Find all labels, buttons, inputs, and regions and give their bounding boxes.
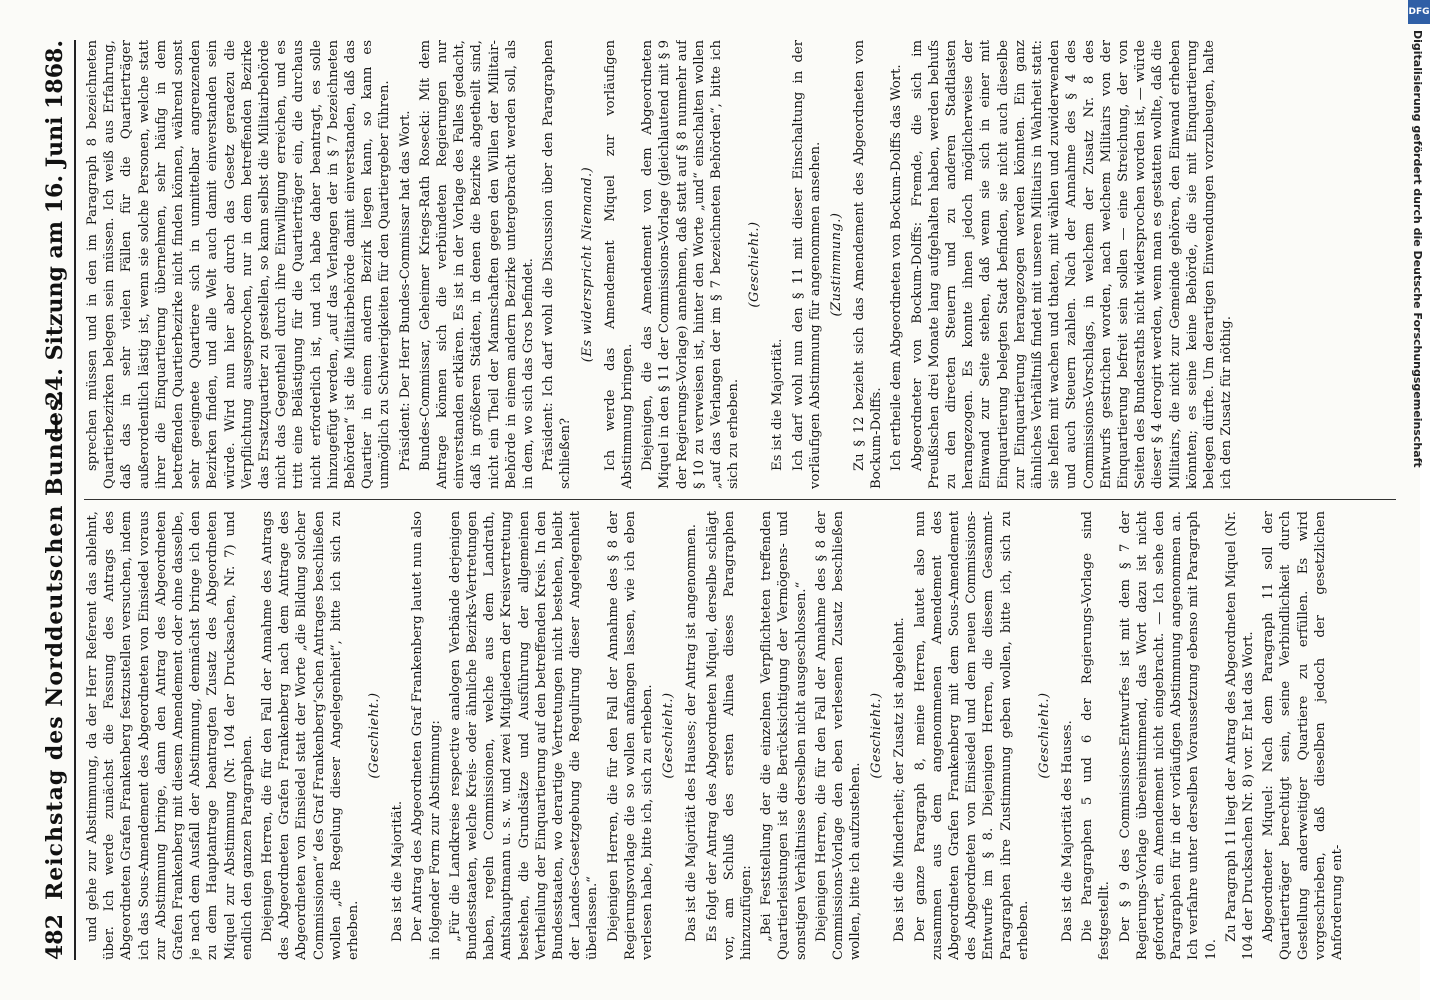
left-column xyxy=(84,511,1396,960)
paragraph: Diejenigen Herren, die für den Fall der Annahme des Antrags des Abgeordneten Grafen Frankenberg nach dem Antrage des Abgeordneten von Einsiedel statt der Worte „die Bildung solcher Commissionen“ des Graf Frankenberg’schen Antrages beschließen wollen „die Regelung dieser Angelegenheit“, bitte ich sich zu erheben. xyxy=(260,511,362,960)
page-number: 482 xyxy=(42,914,68,960)
paragraph: Diejenigen Herren, die für den Fall der Annahme des § 8 der Commissions-Vorlage den eben verlesenen Zusatz beschließen wollen, bitte ich aufzustehen. xyxy=(813,511,864,960)
paragraph: Das ist die Majorität. xyxy=(390,800,406,942)
paragraph: sprechen müssen und in den im Paragraph 8 bezeichneten Quartierbezirken belegen sein müssen. Ich weiß aus Erfahrung, daß das in sehr vielen Fällen für die Quartierträger außerordentlich lästig ist, wenn sie solche Personen, welche statt ihrer die Einquartierung übernehmen, sehr häufig in dem betreffenden Quartierbezirke nicht finden können, während sonst sehr geeignete Quartiere sich in unmittelbar angrenzenden Bezirken finden, und alle Welt auch damit einverstanden sein würde. Wird nun hier aber durch das Gesetz geradezu die Verpflichtung ausgesprochen, nur in dem betreffenden Bezirke das Ersatzquartier zu gestellen, so kann selbst die Militairbehörde nicht das Gegentheil durch ihre Einwilligung erreichen, und es tritt eine Belästigung für die Quartierträger ein, die durchaus nicht erforderlich ist, und ich habe daher beantragt, es solle hinzugefügt werden, „auf das Verlangen der in § 7 bezeichneten Behörden“ ist die Militairbehörde damit einverstanden, daß das Quartier in einem andern Bezirk liegen kann, so kann es unmöglich zu Schwierigkeiten für den Quartiergeber führen. xyxy=(85,40,393,489)
paragraph: Diejenigen Herren, die für den Fall der Annahme des § 8 der Regierungsvorlage die so wollen anfangen lassen, wie ich eben verlesen habe, bitte ich, sich zu erheben. xyxy=(605,511,656,960)
paragraph: Das ist die Majorität des Hauses. xyxy=(1059,720,1075,942)
paragraph: Es ist die Majorität. xyxy=(770,338,786,471)
running-title: Reichstag des Norddeutschen Bundes. xyxy=(42,388,68,900)
stage-direction: (Geschieht.) xyxy=(1036,692,1052,779)
paragraph: Abgeordneter Miquel: Nach dem Paragraph 11 soll der Quartierträger berechtigt sein, seine Verbindlichkeit durch Gestellung anderweitiger Quartiere zu erfüllen. Es wird vorgeschrieben, daß dieselben jedoch der gesetzlichen Anforderung ent- xyxy=(1261,511,1345,960)
stage-direction: (Es widerspricht Niemand.) xyxy=(579,166,595,363)
paragraph: Das ist die Majorität des Hauses; der Antrag ist angenommen. xyxy=(684,523,700,942)
paragraph: Es folgt der Antrag des Abgeordneten Miquel, derselbe schlägt vor, am Schluß des ersten Alinea dieses Paragraphen hinzuzufügen: xyxy=(704,511,754,960)
right-column xyxy=(84,40,1396,489)
dfg-logo: DFG xyxy=(1408,0,1430,24)
paragraph: Der § 9 des Commissions-Entwurfes ist mit dem § 7 der Regierungs-Vorlage übereinstimmend, das Wort dazu ist nicht gefordert, ein Amendement nicht eingebracht. — Ich sehe den Paragraphen für in der vorläufigen Abstimmung angenommen an. Ich verfahre unter derselben Voraussetzung ebenso mit Paragraph 10. xyxy=(1117,511,1219,960)
paragraph: Der ganze Paragraph 8, meine Herren, lautet also nun zusammen aus dem angenommenen Amendement des Abgeordneten Grafen Frankenberg mit dem Sous-Amendement des Abgeordneten von Einsiedel und dem neuen Commissions-Entwurfe im § 8. Diejenigen Herren, die diesem Gesammt-Paragraphen ihre Zustimmung geben wollen, bitte ich, sich zu erheben. xyxy=(912,511,1031,960)
stage-direction: (Geschieht.) xyxy=(661,692,677,779)
paragraph: Bundes-Commissar, Geheimer Kriegs-Rath Rosecki: Mit dem Antrage können sich die verbündeten Regierungen nur einverstanden erklären. Es ist in der Vorlage des Falles gedacht, daß in größeren Städten, in denen die Bezirke abgetheilt sind, nicht ein Theil der Mannschaften gegen den Willen der Militair-Behörde in einem andern Bezirke untergebracht werden soll, als in dem, wo sich das Gros befindet. xyxy=(417,40,537,489)
stage-direction: (Geschieht.) xyxy=(367,692,383,779)
paragraph: Das ist die Minderheit; der Zusatz ist abgelehnt. xyxy=(892,617,908,942)
funding-credit xyxy=(1410,30,1428,790)
paragraph: Ich ertheile dem Abgeordneten von Bockum-Dolffs das Wort. xyxy=(889,64,905,471)
text-columns xyxy=(84,40,1396,960)
paragraph: Präsident: Der Herr Bundes-Commissar hat das Wort. xyxy=(397,110,413,471)
paragraph: Abgeordneter von Bockum-Dolffs: Fremde, die sich im Preußischen drei Monate lang aufgehalten haben, werden behufs zu den directen Steuern und zu anderen Stadtlasten herangezogen. Es konnte ihnen jedoch möglicherweise der Einwand zur Seite stehen, daß wenn sie sich in einer mit Einquartierung belegten Stadt befinden, sie nicht auch dieselbe zur Einquartierung herangezogen werden könnten. Ein ganz ähnliches Verhältniß findet mit unseren Militairs in Wahrheit statt: sie helfen mit wachen und thaten, mit wählen und zuwiderwenden und auch Steuern zahlen. Nach der Annahme des § 4 des Commissions-Vorschlags, in welchem der Zusatz Nr. 8 des Entwurfs gestrichen worden, nach welchem Militairs von der Einquartierung befreit sein sollen — eine Streichung, der von Seiten des Bundesraths nicht widersprochen worden ist, — würde dieser § 4 derogirt werden, wenn man es gestatten wollte, daß die Militairs, die nicht zur Gemeinde gehören, den Einwand erheben könnten; es seine keine Behörde, die sie mit Einquartierung belegen dürfte. Um derartigen Einwendungen vorzubeugen, halte ich den Zusatz für nöthig. xyxy=(909,40,1235,489)
quoted-motion: „Für die Landkreise respective analogen Verbände derjenigen Bundesstaaten, welche Kreis- oder ähnliche Bezirks-Vertretungen haben, regeln Commissionen, welche aus dem Landrath, Amtshauptmann u. s. w. und zwei Mitgliedern der Kreisvertretung bestehen, die Grundsätze und Ausführung der allgemeinen Vertheilung der Einquartierung auf den betreffenden Kreis. In den Bundesstaaten, wo derartige Vertretungen nicht bestehen, bleibt der Landes-Gesetzgebung die Regulirung dieser Angelegenheit überlassen.“ xyxy=(447,511,601,960)
paragraph: Die Paragraphen 5 und 6 der Regierungs-Vorlage sind festgestellt. xyxy=(1080,511,1113,960)
stage-direction: (Zustimmung.) xyxy=(828,212,844,317)
page-header xyxy=(30,40,76,960)
session-date: — 24. Sitzung am 16. Juni 1868. xyxy=(42,40,68,436)
stage-direction: (Geschieht.) xyxy=(869,692,885,779)
paragraph: Ich werde das Amendement Miquel zur vorläufigen Abstimmung bringen. xyxy=(602,40,635,489)
paragraph: Diejenigen, die das Amendement von dem Abgeordneten Miquel in den § 11 der Commissions-Vorlage (gleichlautend mit § 9 der Regierungs-Vorlage) annehmen, daß statt auf § 8 nunmehr auf § 10 zu verweisen ist, hinter den Worte „und“ einschalten wollen „auf das Verlangen der im § 7 bezeichneten Behörden“, bitte ich sich zu erheben. xyxy=(640,40,742,489)
paragraph: Zu § 12 bezieht sich das Amendement des Abgeordneten von Bockum-Dolffs. xyxy=(851,40,885,489)
credit-text: Digitalisierung gefördert durch die Deutsche Forschungsgemeinschaft xyxy=(1411,30,1424,468)
paragraph: und gehe zur Abstimmung, da der Herr Referent das ablehnt, über. Ich werde zunächst die Fassung des Antrags des Abgeordneten Grafen Frankenberg festzustellen versuchen, indem ich das Sous-Amendement des Abgeordneten von Einsiedel voraus zur Abstimmung bringe, dann den Antrag des Abgeordneten Grafen Frankenberg mit diesem Amendement oder ohne dasselbe, je nach dem Ausfall der Abstimmung, demnächst bringe ich den zu dem Hauptantrage beantragten Zusatz des Abgeordneten Miquel zur Abstimmung (Nr. 104 der Drucksachen, Nr. 7) und endlich den ganzen Paragraphen. xyxy=(85,511,255,960)
paragraph: Ich darf wohl nun den § 11 mit dieser Einschaltung in der vorläufigen Abstimmung für angenommen ansehen. xyxy=(790,40,823,489)
quoted-motion: „Bei Feststellung der die einzelnen Verpflichteten treffenden Quartierleistungen ist die Berücksichtigung der Vermögens- und sonstigen Verhältnisse derselben nicht ausgeschlossen.“ xyxy=(759,511,809,960)
paragraph: Präsident: Ich darf wohl die Discussion über den Paragraphen schließen? xyxy=(541,40,574,489)
paragraph: Zu Paragraph 11 liegt der Antrag des Abgeordneten Miquel (Nr. 104 der Drucksachen Nr. 8) vor. Er hat das Wort. xyxy=(1223,511,1256,960)
stage-direction: (Geschieht.) xyxy=(747,221,763,308)
paragraph: Der Antrag des Abgeordneten Graf Frankenberg lautet nun also in folgender Form zur Abstimmung: xyxy=(410,511,443,960)
